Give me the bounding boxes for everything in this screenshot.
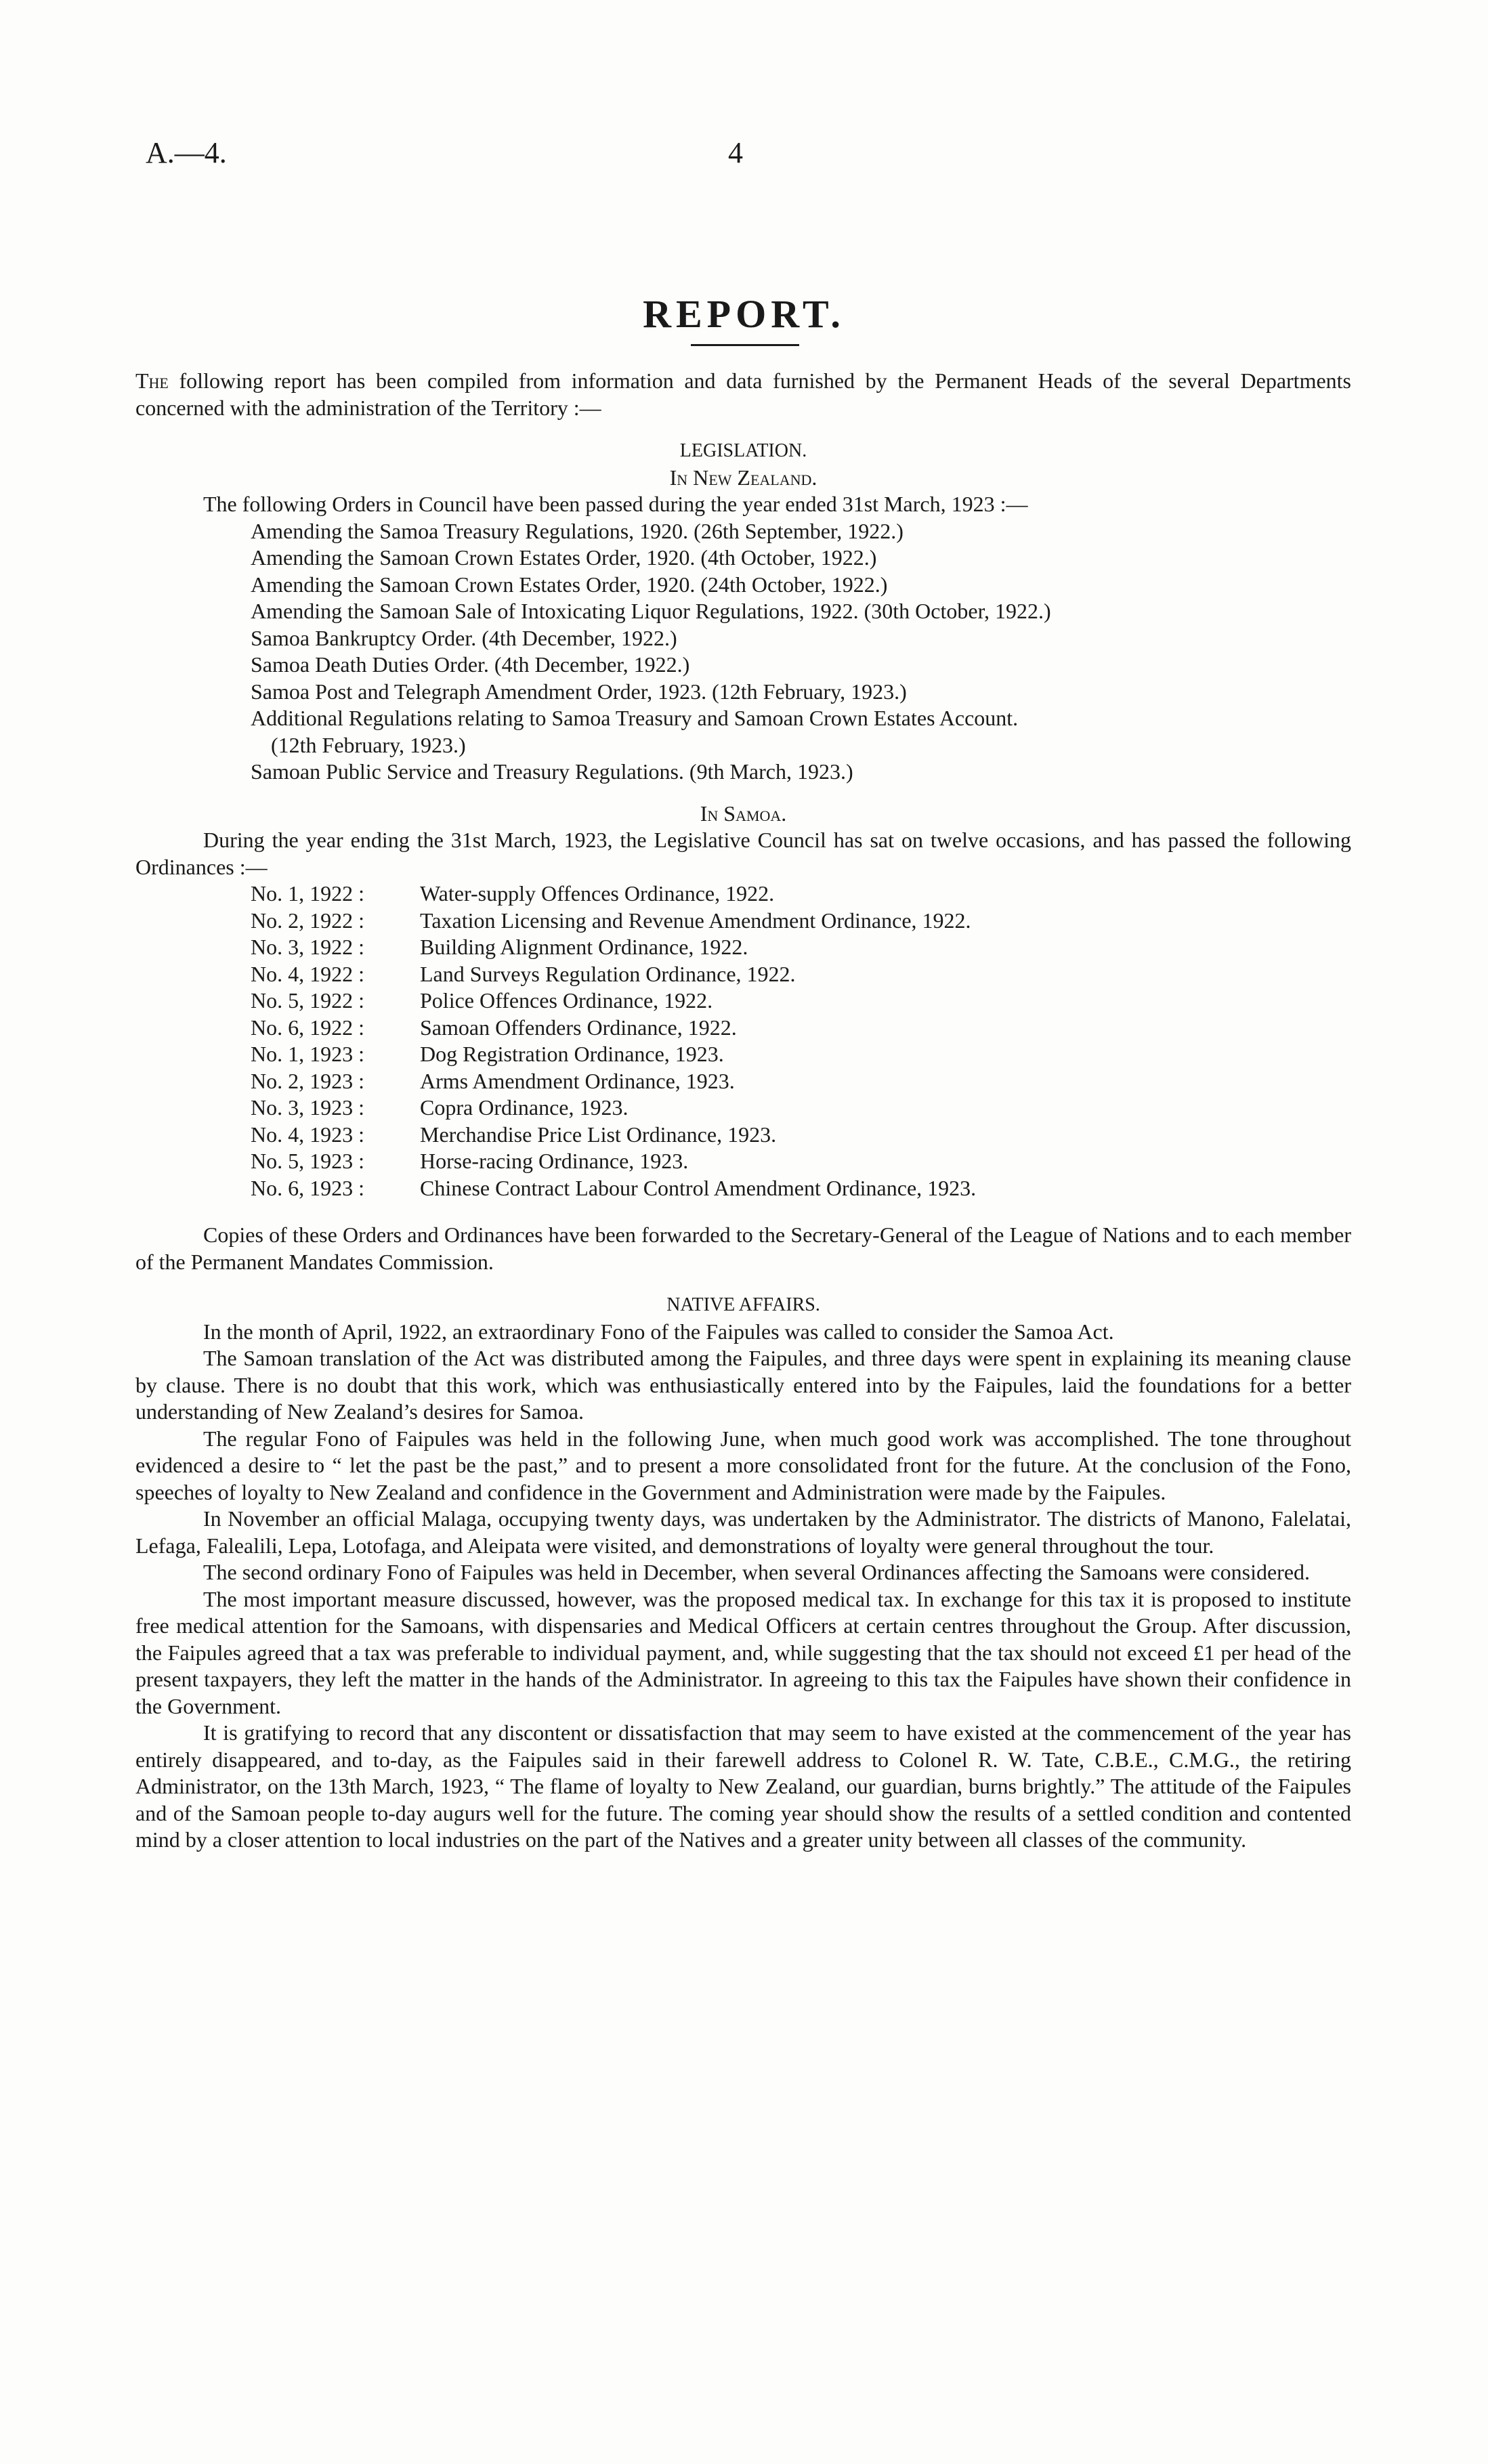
ordinance-number: No. 6, 1922 :	[251, 1015, 364, 1040]
order-item: Samoa Bankruptcy Order. (4th December, 1922.)	[251, 625, 677, 650]
ordinance-number: No. 4, 1922 :	[251, 961, 364, 986]
ordinance-row	[251, 987, 1351, 1015]
ordinance-row	[251, 1122, 1351, 1149]
ordinance-title: Water-supply Offences Ordinance, 1922.	[420, 881, 775, 906]
native-affairs-paragraph: The Samoan translation of the Act was distributed among the Faipules, and three days were spent in explaining its meaning clause by clause. There is no doubt that this work, which was enthusiastically entered into by the Faipules, laid the foundations for a better understanding of New Zealand’s desires for Samoa.	[135, 1346, 1351, 1424]
intro-first-word: The	[135, 368, 169, 393]
title-underline	[691, 344, 799, 346]
ordinance-title: Building Alignment Ordinance, 1922.	[420, 935, 748, 959]
ordinance-row	[251, 1175, 1351, 1202]
ordinance-number: No. 1, 1923 :	[251, 1042, 364, 1066]
order-item: Samoa Post and Telegraph Amendment Order, 1923. (12th February, 1923.)	[251, 679, 907, 704]
report-title: REPORT.	[643, 292, 845, 336]
native-affairs-paragraph: In the month of April, 1922, an extraordinary Fono of the Faipules was called to consider the Samoa Act.	[203, 1319, 1114, 1344]
ordinance-number: No. 5, 1923 :	[251, 1149, 364, 1173]
intro-paragraph	[135, 368, 1351, 421]
copies-paragraph: Copies of these Orders and Ordinances have been forwarded to the Secretary-General of the League of Nations and to each member of the Permanent Mandates Commission.	[135, 1223, 1351, 1274]
ordinance-number: No. 3, 1923 :	[251, 1095, 364, 1120]
native-affairs-paragraph: In November an official Malaga, occupying twenty days, was undertaken by the Administrator. The districts of Manono, Falelatai, Lefaga, Falealili, Lepa, Lotofaga, and Aleipata were visited, and demonstrations of loyalty were general throughout the tour.	[135, 1506, 1351, 1558]
running-head	[146, 135, 1351, 176]
native-affairs-heading: NATIVE AFFAIRS.	[666, 1294, 820, 1315]
ordinance-row	[251, 1068, 1351, 1095]
native-affairs-paragraph: The regular Fono of Faipules was held in the following June, when much good work was accomplished. The tone throughout evidenced a desire to “ let the past be the past,” and to present a more consolidated front for the future. At the conclusion of the Fono, speeches of loyalty to New Zealand and confidence in the Government and Administration were made by the Faipules.	[135, 1426, 1351, 1504]
nz-intro: The following Orders in Council have been passed during the year ended 31st March, 1923 :—	[203, 492, 1028, 516]
native-affairs-paragraph: The second ordinary Fono of Faipules was held in December, when several Ordinances affecting the Samoans were considered.	[203, 1560, 1311, 1584]
legislation-heading: LEGISLATION.	[679, 440, 807, 461]
ordinance-number: No. 3, 1922 :	[251, 935, 364, 959]
order-item: Amending the Samoa Treasury Regulations, 1920. (26th September, 1922.)	[251, 518, 904, 543]
order-item: Amending the Samoan Sale of Intoxicating Liquor Regulations, 1922. (30th October, 1922.)	[251, 599, 1051, 623]
ordinance-row	[251, 934, 1351, 961]
ordinance-title: Dog Registration Ordinance, 1923.	[420, 1042, 724, 1066]
order-item: Additional Regulations relating to Samoa Treasury and Samoan Crown Estates Account.	[251, 706, 1019, 730]
ordinance-row	[251, 961, 1351, 988]
order-item: Amending the Samoan Crown Estates Order, 1920. (4th October, 1922.)	[251, 545, 877, 570]
ordinance-title: Horse-racing Ordinance, 1923.	[420, 1149, 689, 1173]
order-item: Samoa Death Duties Order. (4th December, 1922.)	[251, 652, 690, 677]
ordinance-title: Arms Amendment Ordinance, 1923.	[420, 1068, 735, 1093]
document-reference: A.—4.	[146, 136, 227, 169]
order-item-continuation: (12th February, 1923.)	[271, 732, 466, 757]
ordinance-number: No. 6, 1923 :	[251, 1175, 364, 1200]
ordinance-title: Merchandise Price List Ordinance, 1923.	[420, 1122, 777, 1147]
ordinance-row	[251, 1041, 1351, 1068]
nz-heading: In New Zealand.	[669, 465, 817, 490]
ordinance-row	[251, 880, 1351, 908]
native-affairs-paragraph: It is gratifying to record that any discontent or dissatisfaction that may seem to have existed at the commencement of the year has entirely disappeared, and to-day, as the Faipules said in their farewell address to Colonel R. W. Tate, C.B.E., C.M.G., the retiring Administrator, on the 13th March, 1923, “ The flame of loyalty to New Zealand, our guardian, burns brightly.” The attitude of the Faipules and of the Samoan people to-day augurs well for the future. The coming year should show the results of a settled condition and contented mind by a closer attention to local industries on the part of the Natives and a greater unity between all classes of the community.	[135, 1720, 1351, 1852]
ordinance-number: No. 2, 1923 :	[251, 1068, 364, 1093]
ordinance-title: Land Surveys Regulation Ordinance, 1922.	[420, 961, 796, 986]
report-body	[135, 368, 1351, 1854]
intro-text: following report has been compiled from information and data furnished by the Permanent Heads of the several Departments concerned with the administration of the Territory :—	[135, 368, 1351, 420]
ordinance-title: Copra Ordinance, 1923.	[420, 1095, 629, 1120]
ordinance-row	[251, 1148, 1351, 1175]
samoa-heading: In Samoa.	[700, 801, 787, 826]
ordinance-title: Taxation Licensing and Revenue Amendment Ordinance, 1922.	[420, 908, 971, 933]
ordinance-number: No. 2, 1922 :	[251, 908, 364, 933]
order-item: Samoan Public Service and Treasury Regulations. (9th March, 1923.)	[251, 759, 853, 784]
ordinance-number: No. 1, 1922 :	[251, 881, 364, 906]
spacer	[135, 1202, 1351, 1222]
ordinance-row	[251, 1015, 1351, 1042]
native-affairs-paragraph: The most important measure discussed, however, was the proposed medical tax. In exchange for this tax it is proposed to institute free medical attention for the Samoans, with dispensaries and Medical Officers at certain centres throughout the Group. After discussion, the Faipules agreed that a tax was preferable to individual payment, and, while suggesting that the tax should not exceed £1 per head of the present taxpayers, they left the matter in the hands of the Administrator. In agreeing to this tax the Faipules have shown their confidence in the Government.	[135, 1586, 1351, 1718]
ordinance-number: No. 5, 1922 :	[251, 988, 364, 1013]
order-item: Amending the Samoan Crown Estates Order, 1920. (24th October, 1922.)	[251, 572, 888, 597]
ordinance-title: Chinese Contract Labour Control Amendment Ordinance, 1923.	[420, 1175, 977, 1200]
ordinance-title: Police Offences Ordinance, 1922.	[420, 988, 713, 1013]
ordinance-number: No. 4, 1923 :	[251, 1122, 364, 1147]
page-number: 4	[728, 136, 743, 169]
ordinance-row	[251, 1095, 1351, 1122]
ordinance-title: Samoan Offenders Ordinance, 1922.	[420, 1015, 737, 1040]
ordinance-row	[251, 908, 1351, 935]
samoa-intro: During the year ending the 31st March, 1923, the Legislative Council has sat on twelve occasions, and has passed the following Ordinances :—	[135, 828, 1351, 879]
